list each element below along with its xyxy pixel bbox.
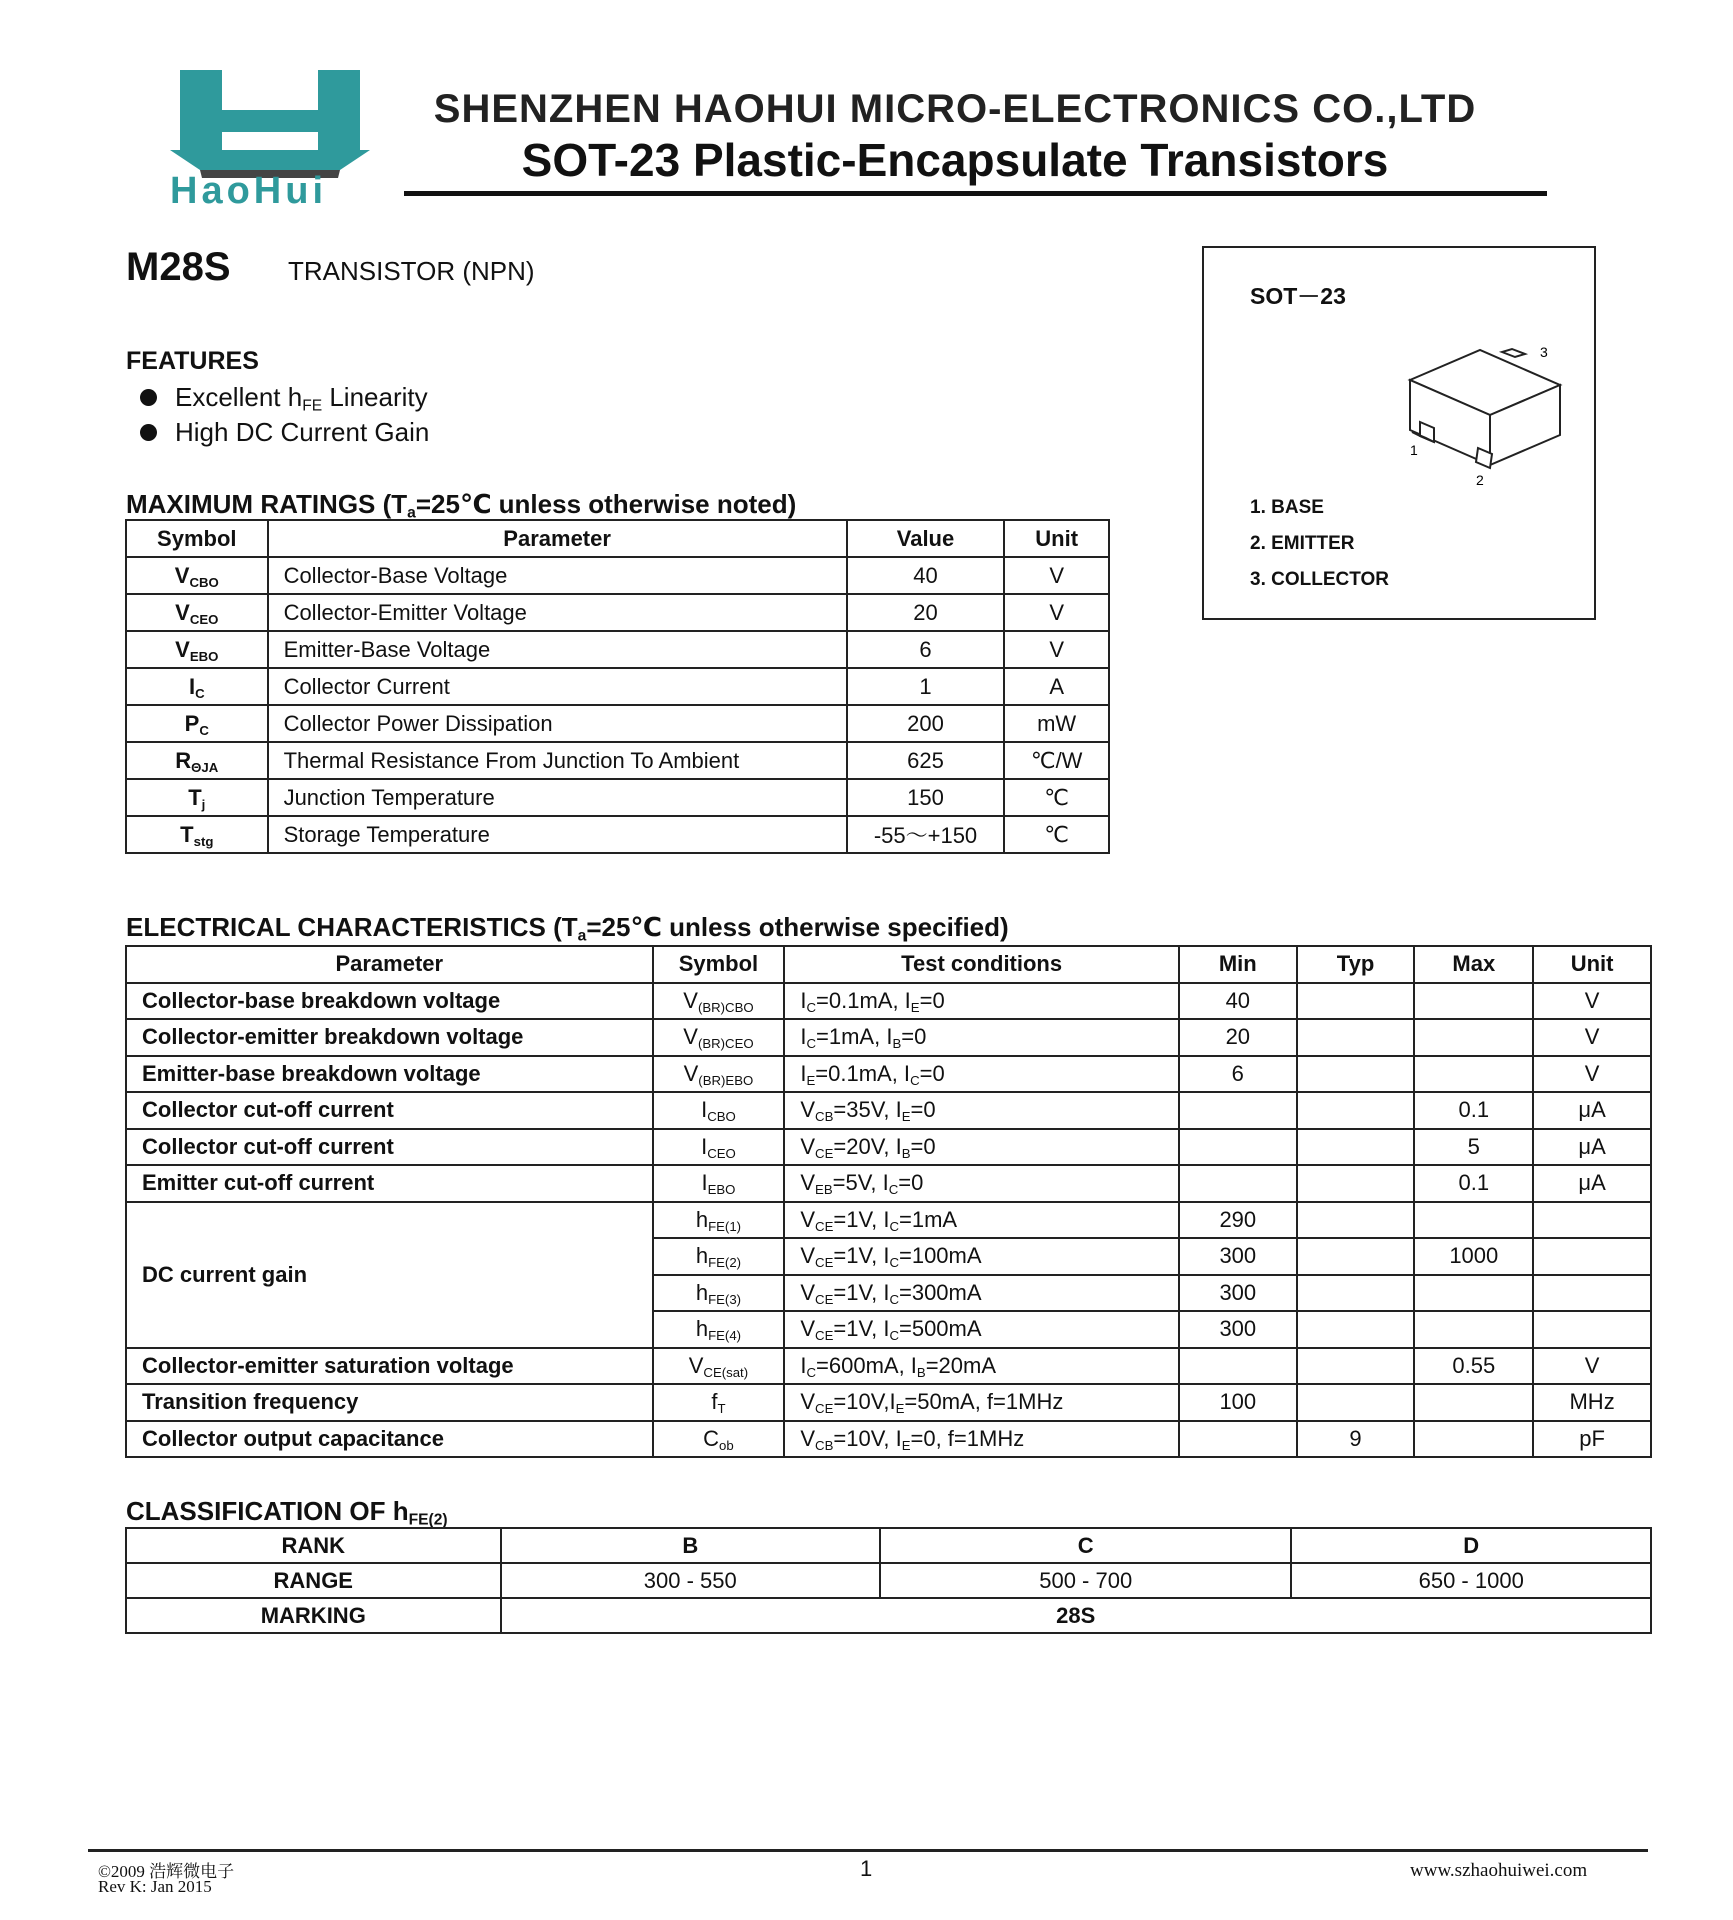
condition-cell: $I_C=0.1mA$, $I_E=0$ xyxy=(784,983,1179,1020)
typ-cell xyxy=(1297,1275,1415,1312)
max-cell: 0.1 xyxy=(1414,1092,1533,1129)
logo-left-bar xyxy=(180,70,222,150)
table-row xyxy=(126,1421,1651,1458)
parameter-cell: Collector cut-off current xyxy=(126,1092,653,1129)
document-title: SOT-23 Plastic-Encapsulate Transistors xyxy=(521,134,1389,186)
bullet-icon xyxy=(140,389,157,406)
unit-cell: V xyxy=(1004,631,1109,668)
max-cell: 1000 xyxy=(1414,1238,1533,1275)
min-cell: 20 xyxy=(1179,1019,1297,1056)
parameter-cell: Emitter cut-off current xyxy=(126,1165,653,1202)
column-header: Typ xyxy=(1297,946,1415,983)
value-cell: 20 xyxy=(847,594,1005,631)
max-ratings-heading: MAXIMUM RATINGS ($T_a=25℃$ unless otherwise noted) xyxy=(126,489,797,522)
column-header: Max xyxy=(1414,946,1533,983)
column-header: Symbol xyxy=(126,520,268,557)
part-number: M28S xyxy=(126,245,231,289)
unit-cell: MHz xyxy=(1533,1384,1651,1421)
symbol-cell: $f_T$ xyxy=(653,1384,785,1421)
range-cell: 500 - 700 xyxy=(880,1563,1291,1598)
column-header: Unit xyxy=(1533,946,1651,983)
table-row xyxy=(126,668,1109,705)
electrical-table xyxy=(125,945,1652,1458)
unit-cell: ℃ xyxy=(1004,816,1109,853)
unit-cell: pF xyxy=(1533,1421,1651,1458)
max-cell xyxy=(1414,1019,1533,1056)
unit-cell xyxy=(1533,1275,1651,1312)
symbol-cell: $I_{CBO}$ xyxy=(653,1092,785,1129)
sot23-package-icon xyxy=(1390,340,1580,490)
column-header: Test conditions xyxy=(784,946,1179,983)
min-cell xyxy=(1179,1348,1297,1385)
condition-cell: $I_E=0.1mA$, $I_C=0$ xyxy=(784,1056,1179,1093)
classification-table xyxy=(125,1527,1652,1634)
column-header: Value xyxy=(847,520,1005,557)
footer-copyright: ©2009 浩辉微电子 xyxy=(98,1862,235,1881)
condition-cell: $I_C=600mA$, $I_B=20mA$ xyxy=(784,1348,1179,1385)
logo-center xyxy=(222,110,318,132)
range-label: RANGE xyxy=(126,1563,501,1598)
column-header: Symbol xyxy=(653,946,785,983)
parameter-cell: Collector-Emitter Voltage xyxy=(268,594,847,631)
range-cell: 300 - 550 xyxy=(501,1563,880,1598)
parameter-cell: Collector Current xyxy=(268,668,847,705)
column-header: Min xyxy=(1179,946,1297,983)
parameter-cell: Junction Temperature xyxy=(268,779,847,816)
condition-cell: $V_{CE}=1V$, $I_C=100mA$ xyxy=(784,1238,1179,1275)
value-cell: 1 xyxy=(847,668,1005,705)
parameter-cell: Thermal Resistance From Junction To Ambient xyxy=(268,742,847,779)
min-cell: 40 xyxy=(1179,983,1297,1020)
value-cell: -55～+150 xyxy=(847,816,1005,853)
table-row xyxy=(126,1165,1651,1202)
table-row xyxy=(126,1384,1651,1421)
unit-cell xyxy=(1533,1202,1651,1239)
table-row xyxy=(126,631,1109,668)
symbol-cell: $V_{CE(sat)}$ xyxy=(653,1348,785,1385)
table-row xyxy=(126,557,1109,594)
company-name: SHENZHEN HAOHUI MICRO-ELECTRONICS CO.,LTD xyxy=(433,87,1477,131)
table-row xyxy=(126,1129,1651,1166)
page-number: 1 xyxy=(860,1856,873,1881)
range-row xyxy=(126,1563,1651,1598)
package-title: SOT－23 xyxy=(1250,283,1346,309)
condition-cell: $V_{CB}=10V$, $I_E=0$, f=1MHz xyxy=(784,1421,1179,1458)
typ-cell xyxy=(1297,1129,1415,1166)
symbol-cell: $I_{EBO}$ xyxy=(653,1165,785,1202)
symbol-cell: $I_C$ xyxy=(126,668,268,705)
column-header: Parameter xyxy=(126,946,653,983)
column-header: Unit xyxy=(1004,520,1109,557)
unit-cell: V xyxy=(1533,1056,1651,1093)
min-cell: 290 xyxy=(1179,1202,1297,1239)
max-cell: 0.1 xyxy=(1414,1165,1533,1202)
pin-label: 2 xyxy=(1476,472,1484,488)
max-cell: 5 xyxy=(1414,1129,1533,1166)
max-cell xyxy=(1414,983,1533,1020)
symbol-cell: $V_{CBO}$ xyxy=(126,557,268,594)
typ-cell xyxy=(1297,1019,1415,1056)
part-description: TRANSISTOR (NPN) xyxy=(288,256,535,286)
marking-label: MARKING xyxy=(126,1598,501,1633)
symbol-cell: $P_C$ xyxy=(126,705,268,742)
pin-emitter: 2. EMITTER xyxy=(1250,533,1355,554)
condition-cell: $V_{CE}=1V$, $I_C=1mA$ xyxy=(784,1202,1179,1239)
parameter-cell: Emitter-base breakdown voltage xyxy=(126,1056,653,1093)
unit-cell: V xyxy=(1533,1348,1651,1385)
min-cell: 300 xyxy=(1179,1238,1297,1275)
parameter-cell: Collector-emitter saturation voltage xyxy=(126,1348,653,1385)
unit-cell: μA xyxy=(1533,1129,1651,1166)
pin-base: 1. BASE xyxy=(1250,497,1324,518)
symbol-cell: $h_{FE(4)}$ xyxy=(653,1311,785,1348)
footer-url: www.szhaohuiwei.com xyxy=(1410,1860,1588,1881)
typ-cell xyxy=(1297,1238,1415,1275)
unit-cell: V xyxy=(1533,983,1651,1020)
table-row xyxy=(126,594,1109,631)
title-rule xyxy=(404,191,1547,196)
table-row xyxy=(126,983,1651,1020)
rank-cell: D xyxy=(1291,1528,1651,1563)
max-cell: 0.55 xyxy=(1414,1348,1533,1385)
unit-cell: A xyxy=(1004,668,1109,705)
symbol-cell: $h_{FE(3)}$ xyxy=(653,1275,785,1312)
min-cell xyxy=(1179,1421,1297,1458)
marking-row xyxy=(126,1598,1651,1633)
marking-value: 28S xyxy=(501,1598,1651,1633)
parameter-cell: Transition frequency xyxy=(126,1384,653,1421)
feature-item: Excellent $h_{FE}$ Linearity xyxy=(140,382,428,413)
symbol-cell: $h_{FE(2)}$ xyxy=(653,1238,785,1275)
table-row xyxy=(126,1056,1651,1093)
unit-cell: μA xyxy=(1533,1165,1651,1202)
parameter-cell: Collector cut-off current xyxy=(126,1129,653,1166)
condition-cell: $I_C=1mA$, $I_B=0$ xyxy=(784,1019,1179,1056)
parameter-cell: Collector-Base Voltage xyxy=(268,557,847,594)
symbol-cell: $I_{CEO}$ xyxy=(653,1129,785,1166)
value-cell: 150 xyxy=(847,779,1005,816)
bullet-icon xyxy=(140,424,157,441)
pin-label: 1 xyxy=(1410,442,1418,458)
max-cell xyxy=(1414,1056,1533,1093)
min-cell xyxy=(1179,1129,1297,1166)
min-cell: 6 xyxy=(1179,1056,1297,1093)
typ-cell xyxy=(1297,1384,1415,1421)
condition-cell: $V_{CB}=35V$, $I_E=0$ xyxy=(784,1092,1179,1129)
condition-cell: $V_{CE}=1V$, $I_C=500mA$ xyxy=(784,1311,1179,1348)
logo-right-bar xyxy=(318,70,360,150)
symbol-cell: $C_{ob}$ xyxy=(653,1421,785,1458)
value-cell: 40 xyxy=(847,557,1005,594)
symbol-cell: $T_{stg}$ xyxy=(126,816,268,853)
max-cell xyxy=(1414,1421,1533,1458)
typ-cell: 9 xyxy=(1297,1421,1415,1458)
feature-item: High DC Current Gain xyxy=(140,417,429,448)
unit-cell: V xyxy=(1004,594,1109,631)
condition-cell: $V_{CE}=20V$, $I_B=0$ xyxy=(784,1129,1179,1166)
table-row xyxy=(126,705,1109,742)
condition-cell: $V_{EB}=5V$, $I_C=0$ xyxy=(784,1165,1179,1202)
min-cell: 100 xyxy=(1179,1384,1297,1421)
max-cell xyxy=(1414,1202,1533,1239)
table-row xyxy=(126,1348,1651,1385)
table-row xyxy=(126,1202,1651,1239)
unit-cell: V xyxy=(1533,1019,1651,1056)
symbol-cell: $V_{CEO}$ xyxy=(126,594,268,631)
range-cell: 650 - 1000 xyxy=(1291,1563,1651,1598)
unit-cell: ℃/W xyxy=(1004,742,1109,779)
typ-cell xyxy=(1297,1092,1415,1129)
typ-cell xyxy=(1297,1311,1415,1348)
parameter-cell: DC current gain xyxy=(126,1202,653,1348)
unit-cell: ℃ xyxy=(1004,779,1109,816)
rank-cell: B xyxy=(501,1528,880,1563)
typ-cell xyxy=(1297,1202,1415,1239)
symbol-cell: $V_{(BR)CEO}$ xyxy=(653,1019,785,1056)
table-row xyxy=(126,742,1109,779)
pin-label: 3 xyxy=(1540,344,1548,360)
parameter-cell: Collector-emitter breakdown voltage xyxy=(126,1019,653,1056)
typ-cell xyxy=(1297,1348,1415,1385)
unit-cell: mW xyxy=(1004,705,1109,742)
max-cell xyxy=(1414,1384,1533,1421)
logo-base xyxy=(170,150,370,170)
max-cell xyxy=(1414,1311,1533,1348)
classification-heading: CLASSIFICATION OF $h_{FE(2)}$ xyxy=(126,1496,448,1529)
max-ratings-table xyxy=(125,519,1110,854)
symbol-cell: $T_j$ xyxy=(126,779,268,816)
parameter-cell: Storage Temperature xyxy=(268,816,847,853)
symbol-cell: $R_{\Theta JA}$ xyxy=(126,742,268,779)
typ-cell xyxy=(1297,1165,1415,1202)
typ-cell xyxy=(1297,983,1415,1020)
value-cell: 6 xyxy=(847,631,1005,668)
unit-cell xyxy=(1533,1238,1651,1275)
min-cell: 300 xyxy=(1179,1311,1297,1348)
condition-cell: $V_{CE}=10V,I_E=50mA$, f=1MHz xyxy=(784,1384,1179,1421)
unit-cell: μA xyxy=(1533,1092,1651,1129)
symbol-cell: $h_{FE(1)}$ xyxy=(653,1202,785,1239)
min-cell: 300 xyxy=(1179,1275,1297,1312)
table-row xyxy=(126,1019,1651,1056)
footer-revision: Rev K: Jan 2015 xyxy=(98,1877,212,1896)
parameter-cell: Collector Power Dissipation xyxy=(268,705,847,742)
value-cell: 200 xyxy=(847,705,1005,742)
logo-text: HaoHui xyxy=(170,170,327,212)
value-cell: 625 xyxy=(847,742,1005,779)
unit-cell: V xyxy=(1004,557,1109,594)
rank-label: RANK xyxy=(126,1528,501,1563)
unit-cell xyxy=(1533,1311,1651,1348)
features-heading: FEATURES xyxy=(126,347,259,375)
footer-rule xyxy=(88,1849,1648,1852)
column-header: Parameter xyxy=(268,520,847,557)
symbol-cell: $V_{EBO}$ xyxy=(126,631,268,668)
typ-cell xyxy=(1297,1056,1415,1093)
rank-row xyxy=(126,1528,1651,1563)
symbol-cell: $V_{(BR)CBO}$ xyxy=(653,983,785,1020)
parameter-cell: Collector-base breakdown voltage xyxy=(126,983,653,1020)
table-row xyxy=(126,1092,1651,1129)
parameter-cell: Emitter-Base Voltage xyxy=(268,631,847,668)
rank-cell: C xyxy=(880,1528,1291,1563)
parameter-cell: Collector output capacitance xyxy=(126,1421,653,1458)
min-cell xyxy=(1179,1092,1297,1129)
table-row xyxy=(126,816,1109,853)
symbol-cell: $V_{(BR)EBO}$ xyxy=(653,1056,785,1093)
electrical-heading: ELECTRICAL CHARACTERISTICS ($T_a=25℃$ unless otherwise specified) xyxy=(126,912,1009,945)
table-row xyxy=(126,779,1109,816)
min-cell xyxy=(1179,1165,1297,1202)
condition-cell: $V_{CE}=1V$, $I_C=300mA$ xyxy=(784,1275,1179,1312)
pin-collector: 3. COLLECTOR xyxy=(1250,569,1389,590)
max-cell xyxy=(1414,1275,1533,1312)
